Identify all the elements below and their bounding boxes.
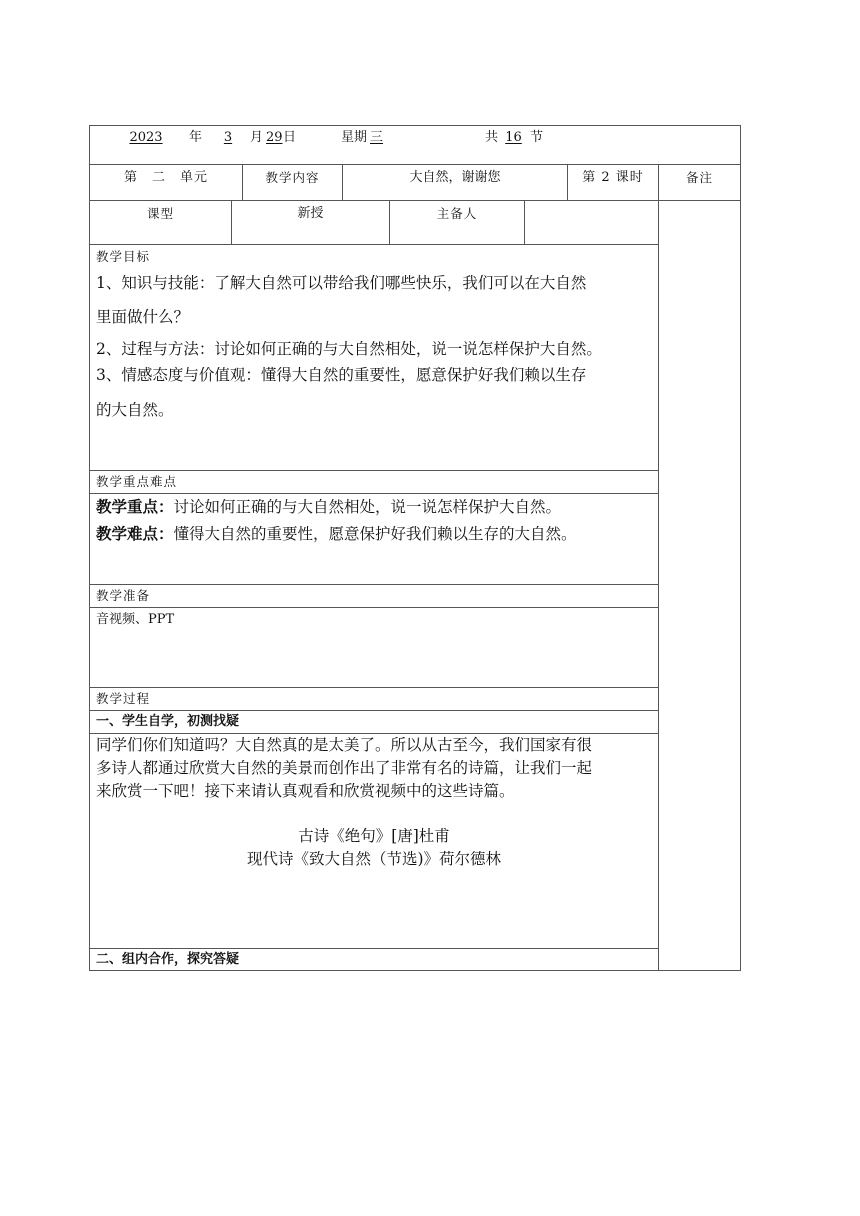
focus-text: 讨论如何正确的与大自然相处，说一说怎样保护大自然。 [173, 498, 562, 516]
paragraph-line: 多诗人都通过欣赏大自然的美景而创作出了非常有名的诗篇，让我们一起 [96, 759, 593, 777]
objective-line: 的大自然。 [96, 401, 174, 419]
preparation-content: 音视频、PPT [96, 612, 175, 627]
weekday-value: 三 [370, 130, 384, 145]
day-value: 29 [266, 130, 283, 145]
lesson-cell: 第 2 课时 [582, 170, 644, 185]
preparer-label: 主备人 [436, 206, 478, 221]
year-suffix: 年 [189, 130, 203, 145]
total-prefix: 共 [485, 130, 499, 145]
section2-title: 二、组内合作，探究答疑 [96, 952, 240, 967]
process-label: 教学过程 [96, 691, 151, 706]
year-value: 2023 [129, 130, 163, 145]
objectives-label: 教学目标 [96, 249, 151, 264]
content-label: 教学内容 [265, 170, 320, 185]
preparation-label: 教学准备 [96, 588, 151, 603]
type-label: 课型 [146, 206, 174, 221]
section1-title: 一、学生自学，初测找疑 [96, 714, 240, 729]
month-value: 3 [223, 130, 233, 145]
poem-title-1: 古诗《绝句》[唐]杜甫 [298, 827, 450, 845]
objective-line: 里面做什么？ [96, 308, 190, 326]
content-value: 大自然，谢谢您 [409, 170, 501, 185]
weekday-label: 星期 [341, 130, 368, 145]
poem-title-2: 现代诗《致大自然（节选)》荷尔德林 [246, 850, 502, 868]
key-points-label: 教学重点难点 [96, 474, 178, 489]
paragraph-line: 同学们你们知道吗？大自然真的是太美了。所以从古至今，我们国家有很 [96, 736, 593, 754]
difficulty-text: 懂得大自然的重要性，愿意保护好我们赖以生存的大自然。 [173, 525, 577, 543]
focus-line [96, 495, 561, 519]
day-suffix: 日 [283, 130, 297, 145]
paragraph-line: 来欣赏一下吧！接下来请认真观看和欣赏视频中的这些诗篇。 [96, 782, 515, 800]
focus-label: 教学重点： [96, 497, 174, 516]
difficulty-line [96, 522, 577, 546]
objective-line: 3、情感态度与价值观：懂得大自然的重要性，愿意保护好我们赖以生存 [96, 366, 587, 384]
unit-cell: 第 二 单元 [123, 170, 208, 185]
total-value: 16 [505, 130, 522, 145]
month-suffix: 月 [250, 130, 264, 145]
objective-line: 2、过程与方法：讨论如何正确的与大自然相处，说一说怎样保护大自然。 [96, 340, 602, 358]
total-suffix: 节 [530, 130, 544, 145]
type-value: 新授 [297, 206, 324, 221]
objective-line: 1、知识与技能：了解大自然可以带给我们哪些快乐，我们可以在大自然 [96, 274, 587, 292]
notes-label: 备注 [685, 170, 713, 185]
difficulty-label: 教学难点： [96, 524, 174, 543]
